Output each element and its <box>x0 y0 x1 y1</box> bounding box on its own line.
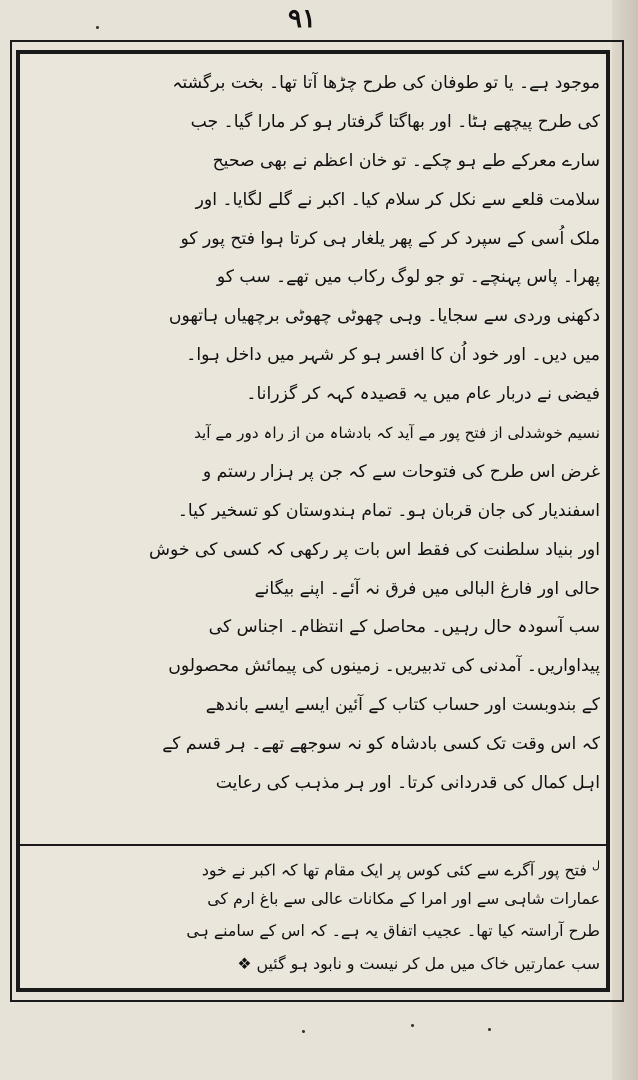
ink-speck <box>488 1028 491 1031</box>
text-line: کہ اس وقت تک کسی بادشاہ کو نہ سوجھے تھے۔ ہر قسم کے <box>162 734 600 755</box>
text-line: پھرا۔ پاس پہنچے۔ تو جو لوگ رکاب میں تھے۔ سب کو <box>216 267 600 288</box>
verse-line: نسیم خوشدلی از فتح پور مے آید کہ بادشاہ من از راہ دور مے آید <box>194 424 600 443</box>
footnote-line: سب عمارتیں خاک میں مل کر نیست و نابود ہو گئیں ❖ <box>237 953 600 973</box>
text-line: سارے معرکے طے ہو چکے۔ تو خان اعظم نے بھی صحیح <box>212 150 600 171</box>
ink-speck <box>411 1024 414 1027</box>
footnote-line: طرح آراستہ کیا تھا۔ عجیب اتفاق یہ ہے۔ کہ اس کے سامنے ہی <box>186 921 600 940</box>
footnote-line: عمارات شاہی سے اور امرا کے مکانات عالی سے باغ ارم کی <box>207 888 600 908</box>
text-line: سلامت قلعے سے نکل کر سلام کیا۔ اکبر نے گلے لگایا۔ اور <box>195 189 600 210</box>
page-number: ۹۱ <box>288 4 316 34</box>
text-line: کی طرح پیچھے ہٹا۔ اور بھاگتا گرفتار ہو کر مارا گیا۔ جب <box>190 111 600 132</box>
main-text <box>26 64 600 842</box>
footnote-line <box>26 850 600 883</box>
text-line: اہل کمال کی قدردانی کرتا۔ اور ہر مذہب کی رعایت <box>215 773 600 794</box>
footnote-line-text: فتح پور آگرے سے کئی کوس پر ایک مقام تھا کہ اکبر نے خود <box>201 860 587 880</box>
ink-speck <box>96 26 99 29</box>
footnote-marker: ل <box>592 859 600 872</box>
ink-speck <box>302 1030 305 1033</box>
footnote <box>26 850 600 980</box>
text-line <box>26 803 600 842</box>
text-line: اسفندیار کی جان قربان ہو۔ تمام ہندوستان کو تسخیر کیا۔ <box>177 500 600 521</box>
text-line: حالی اور فارغ البالی میں فرق نہ آئے۔ اپنے بیگانے <box>254 578 600 599</box>
text-line: غرض اس طرح کی فتوحات سے کہ جن پر ہزار رستم و <box>202 461 600 482</box>
text-line: پیداواریں۔ آمدنی کی تدبیریں۔ زمینوں کی پیمائش محصولوں <box>168 656 600 677</box>
text-line: میں دیں۔ اور خود اُن کا افسر ہو کر شہر میں داخل ہوا۔ <box>186 345 600 366</box>
text-line: موجود ہے۔ یا تو طوفان کی طرح چڑھا آتا تھا۔ بخت برگشتہ <box>172 73 600 93</box>
text-line: کے بندوبست اور حساب کتاب کے آئین ایسے ایسے باندھے <box>205 695 600 716</box>
text-frame <box>16 50 610 992</box>
footnote-divider <box>20 844 606 846</box>
text-line: فیضی نے دربار عام میں یہ قصیدہ کہہ کر گزرانا۔ <box>246 384 600 405</box>
text-line: اور بنیاد سلطنت کی فقط اس بات پر رکھی کہ کسی کی خوش <box>148 539 600 560</box>
text-line: سب آسودہ حال رہیں۔ محاصل کے انتظام۔ اجناس کی <box>208 617 600 638</box>
text-line: ملک اُسی کے سپرد کر کے پھر یلغار ہی کرتا ہوا فتح پور کو <box>180 228 600 249</box>
text-line: دکھنی وردی سے سجایا۔ وہی چھوٹی چھوٹی برچھیاں ہاتھوں <box>168 306 600 327</box>
